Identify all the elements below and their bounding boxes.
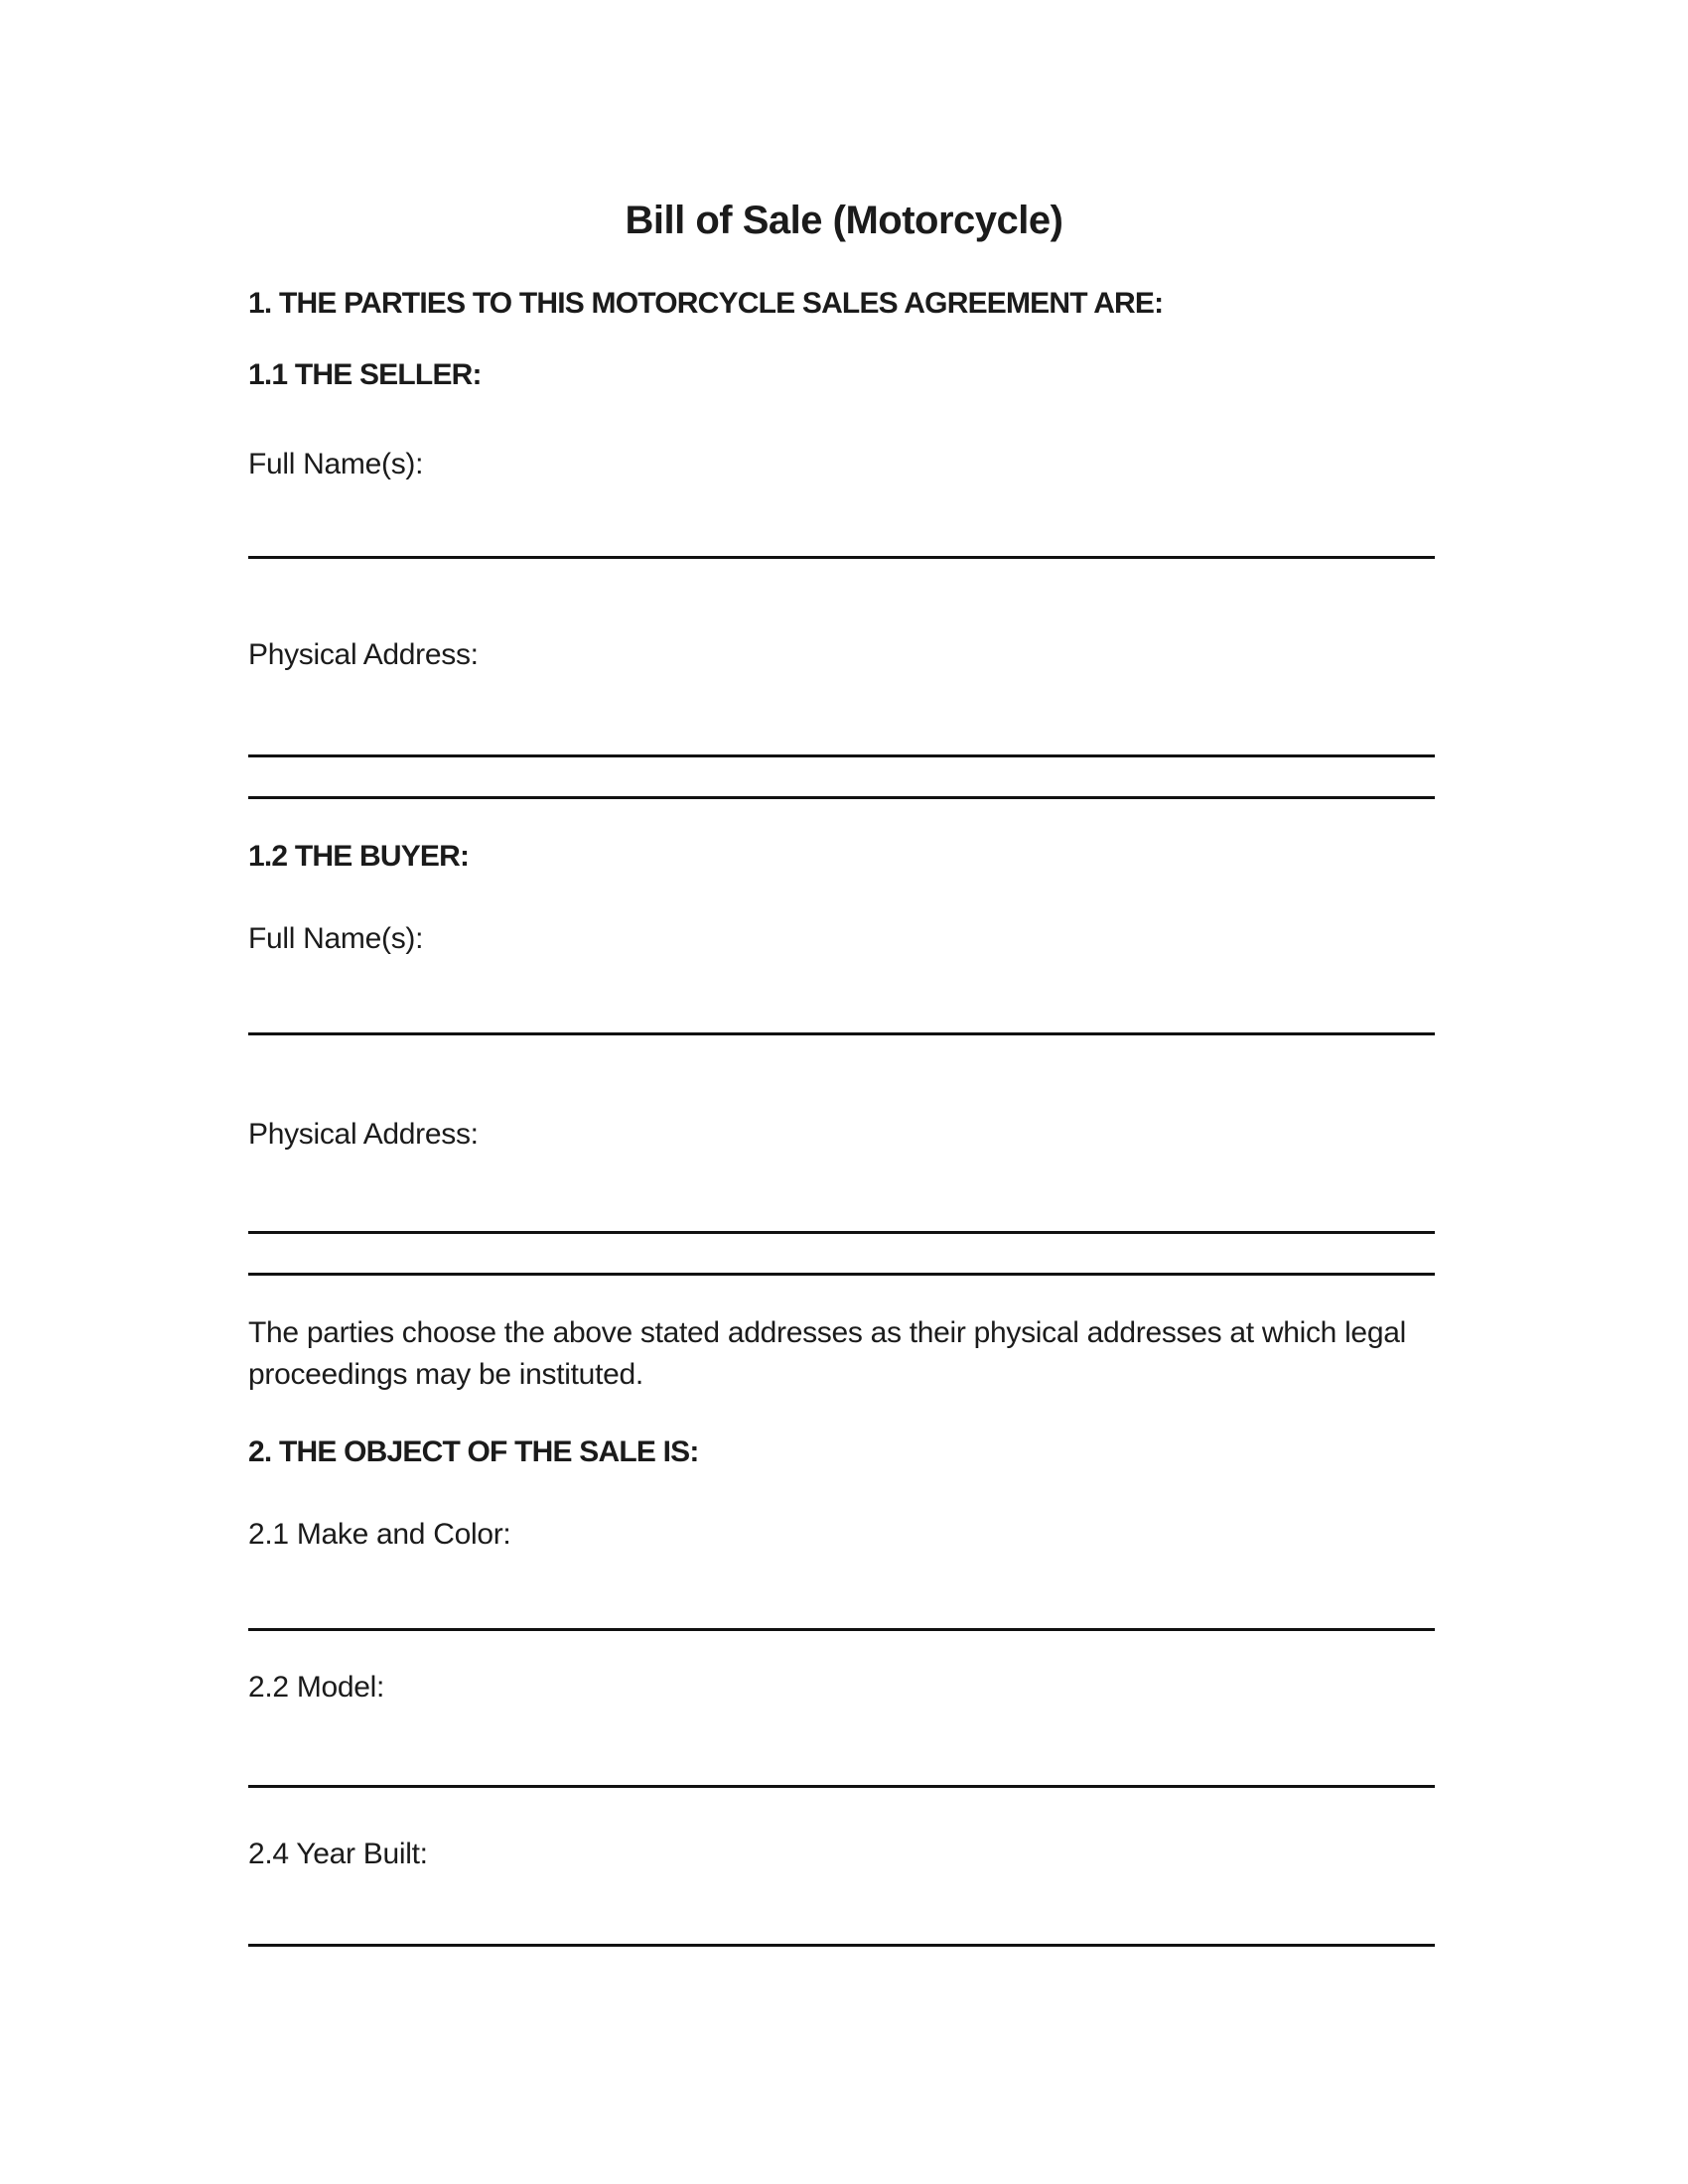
make-and-color-blank-line	[248, 1628, 1435, 1631]
model-blank-line	[248, 1785, 1435, 1788]
seller-heading: 1.1 THE SELLER:	[248, 358, 482, 391]
year-built-label: 2.4 Year Built:	[248, 1838, 428, 1870]
seller-physical-address-blank-line-2	[248, 796, 1435, 799]
buyer-physical-address-blank-line-1	[248, 1231, 1435, 1234]
address-clause-paragraph: The parties choose the above stated addresses as their physical addresses at which legal proceedings may be instituted.	[248, 1316, 1406, 1391]
year-built-blank-line	[248, 1944, 1435, 1947]
buyer-full-name-blank-line	[248, 1032, 1435, 1035]
seller-physical-address-label: Physical Address:	[248, 638, 479, 671]
model-label: 2.2 Model:	[248, 1671, 385, 1704]
document-title: Bill of Sale (Motorcycle)	[625, 199, 1063, 242]
buyer-heading: 1.2 THE BUYER:	[248, 840, 470, 873]
buyer-physical-address-blank-line-2	[248, 1273, 1435, 1276]
parties-section-heading: 1. THE PARTIES TO THIS MOTORCYCLE SALES AGREEMENT ARE:	[248, 287, 1164, 320]
object-of-sale-heading: 2. THE OBJECT OF THE SALE IS:	[248, 1435, 699, 1468]
seller-full-name-blank-line	[248, 556, 1435, 559]
buyer-physical-address-label: Physical Address:	[248, 1118, 479, 1151]
make-and-color-label: 2.1 Make and Color:	[248, 1518, 511, 1551]
seller-full-name-label: Full Name(s):	[248, 448, 424, 480]
buyer-full-name-label: Full Name(s):	[248, 922, 424, 955]
seller-physical-address-blank-line-1	[248, 754, 1435, 757]
